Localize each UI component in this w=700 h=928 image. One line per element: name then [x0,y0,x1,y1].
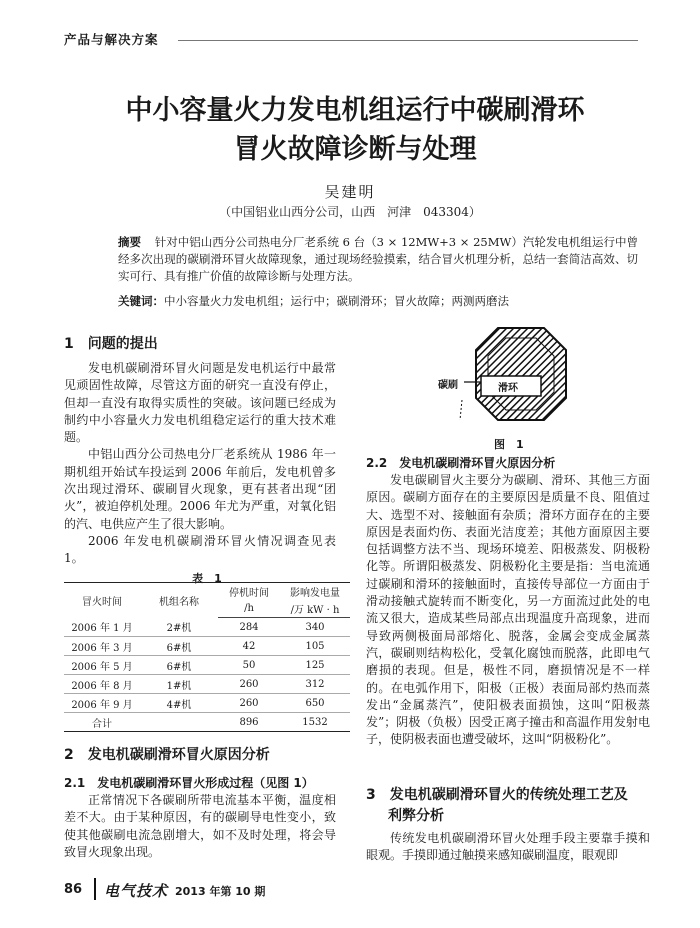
keywords-label: 关键词： [118,294,164,308]
footer-divider [94,878,96,900]
title-line-1: 中小容量火力发电机组运行中碳刷滑环 [125,95,585,126]
table-header-power-loss: 影响发电量 [280,583,350,601]
table-row [64,618,350,637]
section-3-heading [366,785,628,827]
section-3-body [366,830,650,865]
table-cell: 42 [218,637,280,656]
section-3-heading-line-2: 利弊分析 [388,808,444,824]
table-cell: 4#机 [140,694,218,713]
table-header-power-unit: /万 kW · h [280,600,350,618]
table-cell: 260 [218,675,280,694]
table-cell: 284 [218,618,280,637]
figure-label-brush: 碳刷 [438,380,458,391]
table-cell: 896 [218,713,280,732]
table-row-total [64,713,350,732]
section-2-2-body [366,472,650,749]
section-1-body [64,360,336,568]
table-cell: 260 [218,694,280,713]
slip-ring-shape [476,328,566,420]
table-cell: 2006 年 3 月 [64,637,140,656]
table-cell: 312 [280,675,350,694]
author: 吴建明 [324,183,376,201]
section-2-1-body [64,792,336,861]
page-number: 86 [64,882,83,897]
affiliation: （中国铝业山西分公司，山西 河津 043304） [219,205,481,219]
table-row [64,656,350,675]
journal-name: 电气技术 [104,882,169,900]
journal-issue: 2013 年第 10 期 [175,885,266,898]
keywords [118,293,638,309]
paragraph: 正常情况下各碳刷所带电流基本平衡，温度相差不大。由于某种原因，有的碳刷导电性变小，致使其他碳刷电流急剧增大，如不及时处理，将会导致冒火现象出现。 [64,793,336,859]
table-cell: 2006 年 9 月 [64,694,140,713]
table-cell: 1#机 [140,675,218,694]
table-cell: 2006 年 8 月 [64,675,140,694]
figure-label-ring: 滑环 [498,383,518,394]
table-caption: 表 1 [192,572,222,585]
section-2-2-heading: 2.2 发电机碳刷滑环冒火原因分析 [366,456,556,470]
section-2-heading: 2 发电机碳刷滑环冒火原因分析 [64,747,270,763]
paragraph: 发电碳刷冒火主要分为碳刷、滑环、其他三方面原因。碳刷方面存在的主要原因是质量不良、阻值过大、选型不对、接触面有杂质；滑环方面存在的主要原因是表面灼伤、表面光洁度差；其他方面原因主要包括调整方法不当、现场环境差、阳极蒸发、阴极粉化等。所谓阳极蒸发、阴极粉化主要是指：当电流通过碳刷和滑环的接触面时，直接传导部位一方面由于滑动接触式旋转而不断变化，另一方面流过此处的电流又很大，造成某些局部点出现温度升高现象，进而导致两侧极面局部熔化、脱落，金属会变成金属蒸汽，碳刷则结构松化，受氧化腐蚀而脱落，此即电气磨损的表现。但是，极性不同，磨损情况是不一样的。在电弧作用下，阳极（正极）表面局部灼热而蒸发出“金属蒸汽”，使阳极表面损蚀，这叫“阳极蒸发”；阴极（负极）因受正离子撞击和高温作用发射电子，使阴极表面也遭受破坏，这叫“阴极粉化”。 [366,473,650,747]
paragraph: 中铝山西分公司热电分厂老系统从 1986 年一期机组开始试车投运到 2006 年前后，发电机曾多次出现过滑环、碳刷冒火现象，更有甚者出现“团火”，被迫停机处理。2006 年尤为严重，对氧化铝的汽、电供应产生了很大影响。 [64,447,336,531]
paragraph: 传统发电机碳刷滑环冒火处理手段主要靠手摸和眼观。手摸即通过触摸来感知碳刷温度，眼观即 [366,831,650,863]
table-cell: 6#机 [140,637,218,656]
table-cell: 6#机 [140,656,218,675]
abstract-text: 针对中铝山西分公司热电分厂老系统 6 台（3 × 12MW+3 × 25MW）汽轮发电机组运行中曾经多次出现的碳刷滑环冒火故障现象，通过现场经验摸索，结合冒火机理分析，总结一套简洁高效、切实可行、具有推广价值的故障诊断与处理方法。 [118,235,638,283]
table-cell: 2#机 [140,618,218,637]
table-cell: 650 [280,694,350,713]
table-cell: 125 [280,656,350,675]
title-line-2: 冒火故障诊断与处理 [233,134,477,165]
table-row [64,637,350,656]
figure-1 [436,320,606,430]
table-cell: 1532 [280,713,350,732]
table-header-stop-unit: /h [218,600,280,618]
table-cell: 合计 [64,713,140,732]
abstract [118,234,638,285]
figure-caption: 图 1 [494,438,524,451]
table-cell: 105 [280,637,350,656]
table-row [64,694,350,713]
table-header-time: 冒火时间 [64,583,140,618]
abstract-label: 摘要 [118,235,142,249]
table-header-unit: 机组名称 [140,583,218,618]
paragraph: 2006 年发电机碳刷滑环冒火情况调查见表 1。 [64,533,336,566]
section-2-1-heading: 2.1 发电机碳刷滑环冒火形成过程（见图 1） [64,776,314,790]
section-1-heading: 1 问题的提出 [64,336,158,352]
table-1 [64,582,350,732]
table-cell [140,713,218,732]
table-row [64,675,350,694]
table-cell: 340 [280,618,350,637]
table-header-stop-time: 停机时间 [218,583,280,601]
paragraph: 发电机碳刷滑环冒火问题是发电机运行中最常见顽固性故障，尽管这方面的研究一直没有停止，但却一直没有取得实质性的突破。该问题已经成为制约中小容量火力发电机组稳定运行的重大技术难题。 [64,361,336,445]
keywords-text: 中小容量火力发电机组；运行中；碳刷滑环；冒火故障；两测两磨法 [164,294,509,308]
table-cell: 50 [218,656,280,675]
header-rule [178,40,638,41]
table-cell: 2006 年 1 月 [64,618,140,637]
section-tag: 产品与解决方案 [64,32,159,47]
table-cell: 2006 年 5 月 [64,656,140,675]
section-3-heading-line-1: 3 发电机碳刷滑环冒火的传统处理工艺及 [366,787,628,803]
